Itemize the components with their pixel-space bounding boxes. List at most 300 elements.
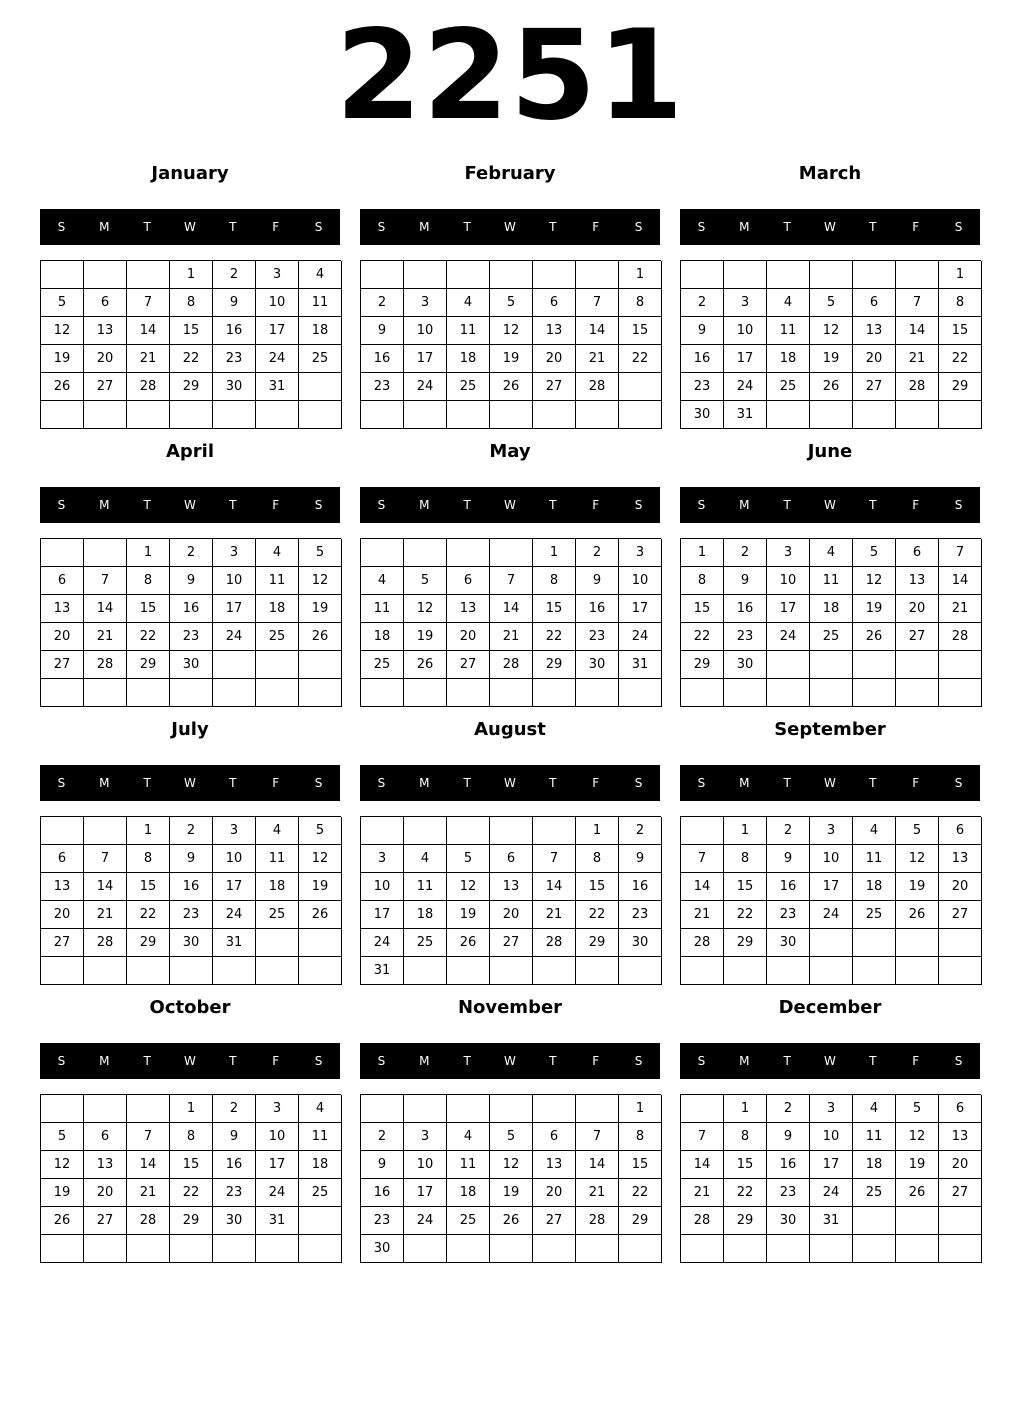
day-cell: 11 xyxy=(447,1151,490,1179)
empty-day-cell xyxy=(896,261,939,289)
day-cell: 23 xyxy=(767,1179,810,1207)
day-cell: 27 xyxy=(939,901,982,929)
month-name: August xyxy=(474,719,546,740)
empty-day-cell xyxy=(41,1095,84,1123)
day-cell: 11 xyxy=(256,845,299,873)
weekday-label: T xyxy=(143,1054,151,1068)
day-grid xyxy=(40,816,341,985)
empty-day-cell xyxy=(170,401,213,429)
empty-day-cell xyxy=(853,651,896,679)
weekday-label: F xyxy=(912,220,920,234)
weekday-label: T xyxy=(549,776,557,790)
empty-day-cell xyxy=(619,679,662,707)
day-cell: 11 xyxy=(256,567,299,595)
day-cell: 14 xyxy=(939,567,982,595)
empty-day-cell xyxy=(853,1207,896,1235)
day-cell: 3 xyxy=(213,817,256,845)
day-cell: 12 xyxy=(896,1123,939,1151)
day-cell: 21 xyxy=(84,623,127,651)
day-cell: 7 xyxy=(896,289,939,317)
day-cell: 16 xyxy=(724,595,767,623)
day-cell: 13 xyxy=(41,595,84,623)
month-name: March xyxy=(798,163,862,184)
weekday-label: T xyxy=(783,498,791,512)
day-cell: 6 xyxy=(939,1095,982,1123)
empty-day-cell xyxy=(533,261,576,289)
weekday-label: W xyxy=(504,776,516,790)
empty-day-cell xyxy=(490,957,533,985)
day-cell: 22 xyxy=(127,623,170,651)
empty-day-cell xyxy=(724,261,767,289)
day-cell: 22 xyxy=(724,1179,767,1207)
day-cell: 3 xyxy=(361,845,404,873)
day-cell: 7 xyxy=(576,1123,619,1151)
weekday-label: M xyxy=(99,498,110,512)
day-cell: 5 xyxy=(299,539,342,567)
empty-day-cell xyxy=(41,261,84,289)
day-cell: 6 xyxy=(939,817,982,845)
day-cell: 26 xyxy=(299,623,342,651)
day-cell: 4 xyxy=(299,261,342,289)
day-cell: 16 xyxy=(170,595,213,623)
day-cell: 3 xyxy=(724,289,767,317)
day-cell: 8 xyxy=(619,1123,662,1151)
day-cell: 17 xyxy=(213,595,256,623)
weekday-label: T xyxy=(463,1054,471,1068)
empty-day-cell xyxy=(213,957,256,985)
day-cell: 20 xyxy=(84,1179,127,1207)
empty-day-cell xyxy=(767,1235,810,1263)
day-cell: 21 xyxy=(681,1179,724,1207)
day-cell: 30 xyxy=(724,651,767,679)
empty-day-cell xyxy=(41,1235,84,1263)
day-cell: 2 xyxy=(170,539,213,567)
day-cell: 21 xyxy=(533,901,576,929)
day-cell: 11 xyxy=(767,317,810,345)
day-cell: 8 xyxy=(576,845,619,873)
day-cell: 29 xyxy=(170,1207,213,1235)
empty-day-cell xyxy=(619,1235,662,1263)
empty-day-cell xyxy=(361,401,404,429)
empty-day-cell xyxy=(361,817,404,845)
empty-day-cell xyxy=(41,539,84,567)
day-cell: 22 xyxy=(619,345,662,373)
day-cell: 5 xyxy=(810,289,853,317)
empty-day-cell xyxy=(767,679,810,707)
month-august xyxy=(360,718,660,986)
day-cell: 24 xyxy=(213,901,256,929)
empty-day-cell xyxy=(447,401,490,429)
day-cell: 19 xyxy=(41,1179,84,1207)
day-cell: 5 xyxy=(404,567,447,595)
day-cell: 14 xyxy=(533,873,576,901)
day-cell: 14 xyxy=(84,873,127,901)
day-cell: 27 xyxy=(41,929,84,957)
weekday-label: T xyxy=(869,498,877,512)
day-cell: 6 xyxy=(447,567,490,595)
day-cell: 30 xyxy=(213,1207,256,1235)
month-name: April xyxy=(165,441,215,462)
weekday-label: M xyxy=(739,220,750,234)
empty-day-cell xyxy=(724,679,767,707)
empty-day-cell xyxy=(127,957,170,985)
weekday-label: M xyxy=(419,776,430,790)
day-cell: 1 xyxy=(619,1095,662,1123)
weekday-label: T xyxy=(229,220,237,234)
day-cell: 2 xyxy=(361,289,404,317)
day-cell: 9 xyxy=(681,317,724,345)
month-january xyxy=(40,162,340,430)
day-cell: 26 xyxy=(299,901,342,929)
day-cell: 25 xyxy=(299,1179,342,1207)
empty-day-cell xyxy=(681,1095,724,1123)
day-cell: 4 xyxy=(256,817,299,845)
weekday-label: S xyxy=(57,498,66,512)
weekday-label: S xyxy=(57,776,66,790)
day-cell: 9 xyxy=(576,567,619,595)
day-cell: 16 xyxy=(213,1151,256,1179)
day-cell: 31 xyxy=(256,1207,299,1235)
day-cell: 28 xyxy=(681,929,724,957)
day-cell: 28 xyxy=(84,929,127,957)
weekday-header xyxy=(40,487,340,523)
day-cell: 2 xyxy=(213,1095,256,1123)
empty-day-cell xyxy=(681,1235,724,1263)
weekday-label: M xyxy=(419,220,430,234)
empty-day-cell xyxy=(896,929,939,957)
day-cell: 3 xyxy=(619,539,662,567)
day-cell: 7 xyxy=(576,289,619,317)
empty-day-cell xyxy=(576,261,619,289)
day-grid xyxy=(680,816,981,985)
day-cell: 30 xyxy=(619,929,662,957)
day-cell: 15 xyxy=(724,1151,767,1179)
day-cell: 20 xyxy=(533,345,576,373)
day-grid xyxy=(680,260,981,429)
empty-day-cell xyxy=(767,957,810,985)
day-cell: 9 xyxy=(361,1151,404,1179)
day-cell: 4 xyxy=(256,539,299,567)
month-july xyxy=(40,718,340,986)
day-cell: 30 xyxy=(170,651,213,679)
weekday-label: T xyxy=(143,220,151,234)
empty-day-cell xyxy=(939,401,982,429)
day-cell: 29 xyxy=(724,1207,767,1235)
month-november xyxy=(360,996,660,1264)
day-cell: 31 xyxy=(256,373,299,401)
empty-day-cell xyxy=(41,957,84,985)
day-cell: 13 xyxy=(84,1151,127,1179)
empty-day-cell xyxy=(576,957,619,985)
empty-day-cell xyxy=(490,817,533,845)
weekday-label: W xyxy=(824,220,836,234)
day-cell: 8 xyxy=(724,1123,767,1151)
weekday-label: M xyxy=(739,1054,750,1068)
day-cell: 19 xyxy=(41,345,84,373)
weekday-label: S xyxy=(634,776,643,790)
weekday-label: F xyxy=(912,1054,920,1068)
day-cell: 12 xyxy=(41,317,84,345)
day-cell: 13 xyxy=(533,317,576,345)
weekday-label: W xyxy=(504,1054,516,1068)
weekday-label: T xyxy=(463,776,471,790)
weekday-label: T xyxy=(783,220,791,234)
day-grid xyxy=(40,1094,341,1263)
weekday-label: S xyxy=(377,776,386,790)
day-cell: 8 xyxy=(170,1123,213,1151)
day-cell: 26 xyxy=(404,651,447,679)
day-cell: 22 xyxy=(533,623,576,651)
day-cell: 24 xyxy=(810,1179,853,1207)
weekday-label: M xyxy=(419,1054,430,1068)
weekday-label: F xyxy=(272,220,280,234)
empty-day-cell xyxy=(404,1095,447,1123)
empty-day-cell xyxy=(533,1235,576,1263)
weekday-header xyxy=(360,209,660,245)
empty-day-cell xyxy=(213,651,256,679)
weekday-label: T xyxy=(549,498,557,512)
empty-day-cell xyxy=(84,1095,127,1123)
day-cell: 1 xyxy=(170,261,213,289)
empty-day-cell xyxy=(299,1207,342,1235)
day-cell: 17 xyxy=(361,901,404,929)
day-cell: 2 xyxy=(213,261,256,289)
day-grid xyxy=(40,260,341,429)
empty-day-cell xyxy=(810,929,853,957)
day-cell: 14 xyxy=(84,595,127,623)
empty-day-cell xyxy=(810,261,853,289)
weekday-label: S xyxy=(377,498,386,512)
day-cell: 22 xyxy=(619,1179,662,1207)
month-name: September xyxy=(774,719,886,740)
weekday-label: T xyxy=(463,220,471,234)
day-cell: 27 xyxy=(939,1179,982,1207)
empty-day-cell xyxy=(299,373,342,401)
day-cell: 20 xyxy=(490,901,533,929)
weekday-label: W xyxy=(824,1054,836,1068)
weekday-label: S xyxy=(377,220,386,234)
day-cell: 23 xyxy=(170,901,213,929)
day-cell: 6 xyxy=(41,845,84,873)
empty-day-cell xyxy=(361,261,404,289)
day-cell: 23 xyxy=(170,623,213,651)
month-name: November xyxy=(457,997,563,1018)
day-cell: 7 xyxy=(533,845,576,873)
day-cell: 21 xyxy=(576,1179,619,1207)
day-cell: 13 xyxy=(939,1123,982,1151)
day-cell: 9 xyxy=(170,845,213,873)
day-cell: 18 xyxy=(767,345,810,373)
day-grid xyxy=(40,538,341,707)
empty-day-cell xyxy=(853,929,896,957)
day-cell: 18 xyxy=(299,1151,342,1179)
empty-day-cell xyxy=(447,1235,490,1263)
day-cell: 9 xyxy=(767,845,810,873)
day-cell: 21 xyxy=(939,595,982,623)
day-cell: 19 xyxy=(853,595,896,623)
day-cell: 26 xyxy=(853,623,896,651)
month-february xyxy=(360,162,660,430)
empty-day-cell xyxy=(853,261,896,289)
day-cell: 22 xyxy=(939,345,982,373)
day-cell: 24 xyxy=(256,1179,299,1207)
empty-day-cell xyxy=(810,957,853,985)
day-cell: 27 xyxy=(896,623,939,651)
empty-day-cell xyxy=(490,401,533,429)
day-cell: 21 xyxy=(84,901,127,929)
empty-day-cell xyxy=(576,401,619,429)
day-cell: 12 xyxy=(896,845,939,873)
day-cell: 11 xyxy=(810,567,853,595)
day-cell: 25 xyxy=(404,929,447,957)
weekday-label: S xyxy=(314,776,323,790)
month-name: July xyxy=(171,719,209,740)
day-cell: 17 xyxy=(404,345,447,373)
empty-day-cell xyxy=(533,957,576,985)
day-cell: 17 xyxy=(404,1179,447,1207)
day-cell: 19 xyxy=(896,1151,939,1179)
day-cell: 19 xyxy=(490,345,533,373)
day-cell: 21 xyxy=(490,623,533,651)
weekday-label: W xyxy=(504,498,516,512)
day-cell: 15 xyxy=(170,317,213,345)
weekday-header xyxy=(680,209,980,245)
day-cell: 10 xyxy=(619,567,662,595)
day-cell: 21 xyxy=(127,345,170,373)
empty-day-cell xyxy=(41,679,84,707)
day-cell: 31 xyxy=(724,401,767,429)
empty-day-cell xyxy=(170,679,213,707)
day-cell: 14 xyxy=(681,1151,724,1179)
day-cell: 4 xyxy=(767,289,810,317)
day-cell: 15 xyxy=(619,317,662,345)
empty-day-cell xyxy=(576,1235,619,1263)
day-cell: 1 xyxy=(533,539,576,567)
day-cell: 4 xyxy=(299,1095,342,1123)
day-cell: 19 xyxy=(810,345,853,373)
day-cell: 20 xyxy=(41,623,84,651)
month-march xyxy=(680,162,980,430)
day-cell: 3 xyxy=(810,1095,853,1123)
weekday-label: F xyxy=(592,776,600,790)
weekday-label: S xyxy=(314,220,323,234)
day-cell: 7 xyxy=(127,289,170,317)
empty-day-cell xyxy=(404,679,447,707)
weekday-label: T xyxy=(143,498,151,512)
weekday-label: W xyxy=(824,498,836,512)
day-cell: 2 xyxy=(767,1095,810,1123)
empty-day-cell xyxy=(767,261,810,289)
month-name: October xyxy=(149,997,231,1018)
day-cell: 5 xyxy=(490,289,533,317)
empty-day-cell xyxy=(896,1235,939,1263)
empty-day-cell xyxy=(853,957,896,985)
day-cell: 24 xyxy=(256,345,299,373)
day-cell: 31 xyxy=(619,651,662,679)
weekday-label: F xyxy=(272,776,280,790)
weekday-label: M xyxy=(99,776,110,790)
day-cell: 5 xyxy=(490,1123,533,1151)
weekday-label: F xyxy=(592,1054,600,1068)
empty-day-cell xyxy=(256,401,299,429)
weekday-label: T xyxy=(549,220,557,234)
weekday-label: S xyxy=(954,1054,963,1068)
empty-day-cell xyxy=(213,401,256,429)
day-cell: 24 xyxy=(404,373,447,401)
day-cell: 9 xyxy=(724,567,767,595)
empty-day-cell xyxy=(84,1235,127,1263)
day-cell: 8 xyxy=(127,845,170,873)
day-cell: 25 xyxy=(447,373,490,401)
month-october xyxy=(40,996,340,1264)
day-cell: 26 xyxy=(490,1207,533,1235)
day-cell: 8 xyxy=(939,289,982,317)
day-cell: 10 xyxy=(404,1151,447,1179)
empty-day-cell xyxy=(256,957,299,985)
day-cell: 23 xyxy=(213,345,256,373)
weekday-label: M xyxy=(419,498,430,512)
day-cell: 6 xyxy=(84,1123,127,1151)
day-cell: 13 xyxy=(853,317,896,345)
day-cell: 24 xyxy=(724,373,767,401)
day-cell: 27 xyxy=(533,373,576,401)
empty-day-cell xyxy=(299,1235,342,1263)
empty-day-cell xyxy=(490,261,533,289)
month-december xyxy=(680,996,980,1264)
day-cell: 28 xyxy=(681,1207,724,1235)
day-cell: 22 xyxy=(170,1179,213,1207)
day-cell: 28 xyxy=(896,373,939,401)
day-cell: 25 xyxy=(853,1179,896,1207)
empty-day-cell xyxy=(170,957,213,985)
day-cell: 4 xyxy=(810,539,853,567)
empty-day-cell xyxy=(533,679,576,707)
weekday-label: W xyxy=(184,498,196,512)
day-cell: 7 xyxy=(490,567,533,595)
empty-day-cell xyxy=(681,261,724,289)
empty-day-cell xyxy=(404,957,447,985)
weekday-label: S xyxy=(57,220,66,234)
day-cell: 20 xyxy=(84,345,127,373)
weekday-label: S xyxy=(697,220,706,234)
empty-day-cell xyxy=(939,651,982,679)
day-cell: 15 xyxy=(576,873,619,901)
day-cell: 16 xyxy=(576,595,619,623)
day-cell: 29 xyxy=(619,1207,662,1235)
day-cell: 5 xyxy=(853,539,896,567)
day-cell: 2 xyxy=(361,1123,404,1151)
day-cell: 6 xyxy=(896,539,939,567)
day-cell: 10 xyxy=(256,289,299,317)
weekday-label: S xyxy=(314,498,323,512)
day-cell: 18 xyxy=(361,623,404,651)
month-june xyxy=(680,440,980,708)
day-cell: 9 xyxy=(767,1123,810,1151)
weekday-header xyxy=(360,1043,660,1079)
weekday-label: T xyxy=(549,1054,557,1068)
empty-day-cell xyxy=(404,817,447,845)
day-cell: 29 xyxy=(127,929,170,957)
day-cell: 3 xyxy=(404,289,447,317)
day-cell: 26 xyxy=(896,1179,939,1207)
empty-day-cell xyxy=(256,679,299,707)
day-cell: 17 xyxy=(810,1151,853,1179)
empty-day-cell xyxy=(810,651,853,679)
day-cell: 19 xyxy=(447,901,490,929)
day-cell: 20 xyxy=(939,873,982,901)
day-cell: 18 xyxy=(299,317,342,345)
day-cell: 22 xyxy=(576,901,619,929)
